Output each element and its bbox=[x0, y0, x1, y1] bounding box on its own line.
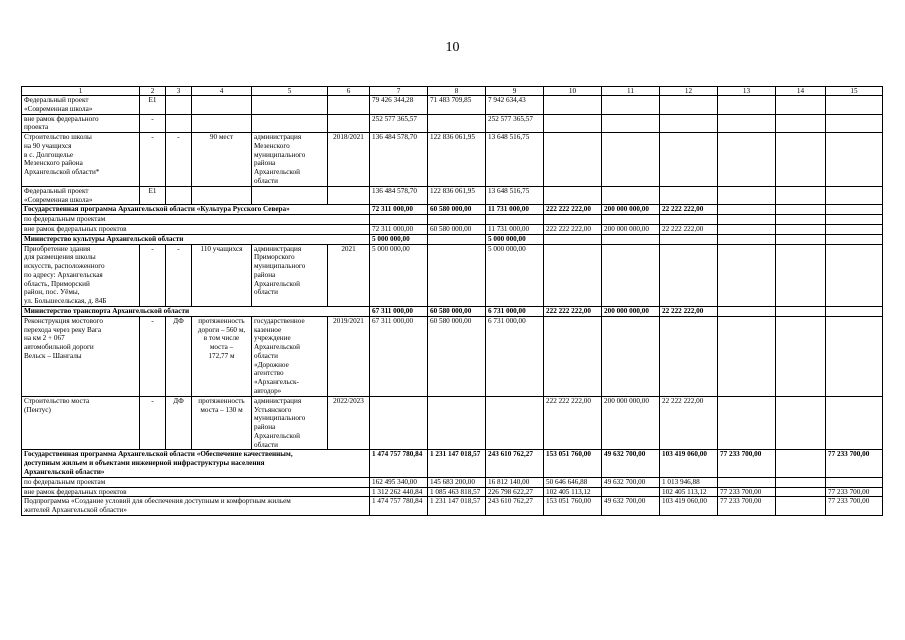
table-row bbox=[22, 487, 883, 497]
amount-cell: 122 836 061,95 bbox=[428, 133, 486, 187]
table-row bbox=[22, 205, 883, 215]
amount-cell bbox=[826, 205, 883, 215]
amount-cell bbox=[660, 186, 718, 205]
amount-cell: 13 648 516,75 bbox=[486, 133, 544, 187]
column-number: 14 bbox=[776, 87, 826, 96]
customer-cell: администрация Устьянского муниципального района Архангельской области bbox=[252, 396, 328, 450]
amount-cell: 222 222 222,00 bbox=[544, 396, 602, 450]
amount-cell: 162 495 340,00 bbox=[370, 477, 428, 487]
amount-cell: 49 632 700,00 bbox=[602, 450, 660, 477]
budget-table bbox=[21, 86, 883, 516]
code-cell: Е1 bbox=[140, 96, 166, 115]
code-cell: - bbox=[140, 114, 166, 133]
amount-cell: 103 419 060,00 bbox=[660, 450, 718, 477]
row-title: вне рамок федеральных проектов bbox=[22, 224, 370, 234]
amount-cell bbox=[544, 186, 602, 205]
row-title: по федеральным проектам bbox=[22, 477, 370, 487]
page-number: 10 bbox=[445, 40, 460, 55]
amount-cell: 6 731 000,00 bbox=[486, 306, 544, 316]
table-row bbox=[22, 186, 883, 205]
amount-cell bbox=[602, 316, 660, 396]
code-cell: ДФ bbox=[166, 316, 192, 396]
amount-cell: 5 000 000,00 bbox=[486, 244, 544, 306]
period-cell: 2021 bbox=[328, 244, 370, 306]
object-name-cell: Федеральный проект «Современная школа» bbox=[22, 186, 140, 205]
amount-cell bbox=[776, 114, 826, 133]
amount-cell bbox=[718, 215, 776, 225]
amount-cell: 49 632 700,00 bbox=[602, 477, 660, 487]
amount-cell bbox=[660, 114, 718, 133]
amount-cell bbox=[486, 215, 544, 225]
amount-cell: 153 051 760,00 bbox=[544, 450, 602, 477]
amount-cell: 1 085 463 818,57 bbox=[428, 487, 486, 497]
amount-cell bbox=[428, 396, 486, 450]
period-cell bbox=[328, 96, 370, 115]
amount-cell bbox=[826, 186, 883, 205]
amount-cell: 200 000 000,00 bbox=[602, 306, 660, 316]
amount-cell: 67 311 000,00 bbox=[370, 306, 428, 316]
amount-cell bbox=[602, 244, 660, 306]
amount-cell: 72 311 000,00 bbox=[370, 205, 428, 215]
amount-cell bbox=[602, 186, 660, 205]
code-cell bbox=[166, 96, 192, 115]
amount-cell: 6 731 000,00 bbox=[486, 316, 544, 396]
amount-cell: 226 798 622,27 bbox=[486, 487, 544, 497]
amount-cell: 77 233 700,00 bbox=[826, 497, 883, 516]
table-row bbox=[22, 133, 883, 187]
column-number: 3 bbox=[166, 87, 192, 96]
amount-cell bbox=[718, 224, 776, 234]
amount-cell: 243 610 762,27 bbox=[486, 497, 544, 516]
amount-cell bbox=[544, 234, 602, 244]
amount-cell bbox=[660, 244, 718, 306]
amount-cell bbox=[660, 133, 718, 187]
amount-cell bbox=[602, 234, 660, 244]
table-row bbox=[22, 244, 883, 306]
capacity-cell bbox=[192, 114, 252, 133]
customer-cell bbox=[252, 96, 328, 115]
code-cell: ДФ bbox=[166, 396, 192, 450]
object-name-cell: Строительство школы на 90 учащихся в с. Долгощелье Мезенского района Архангельской области* bbox=[22, 133, 140, 187]
amount-cell: 1 474 757 780,84 bbox=[370, 497, 428, 516]
amount-cell bbox=[776, 186, 826, 205]
amount-cell bbox=[602, 487, 660, 497]
row-title: Министерство культуры Архангельской области bbox=[22, 234, 370, 244]
column-number: 11 bbox=[602, 87, 660, 96]
amount-cell: 49 632 700,00 bbox=[602, 497, 660, 516]
amount-cell: 200 000 000,00 bbox=[602, 205, 660, 215]
amount-cell bbox=[544, 133, 602, 187]
amount-cell bbox=[428, 234, 486, 244]
amount-cell: 252 577 365,57 bbox=[370, 114, 428, 133]
amount-cell: 1 312 262 440,84 bbox=[370, 487, 428, 497]
amount-cell bbox=[826, 234, 883, 244]
amount-cell: 243 610 762,27 bbox=[486, 450, 544, 477]
column-number: 13 bbox=[718, 87, 776, 96]
object-name-cell: вне рамок федерального проекта bbox=[22, 114, 140, 133]
amount-cell bbox=[826, 477, 883, 487]
amount-cell bbox=[602, 133, 660, 187]
amount-cell: 71 483 709,85 bbox=[428, 96, 486, 115]
amount-cell: 22 222 222,00 bbox=[660, 396, 718, 450]
customer-cell: администрация Мезенского муниципального района Архангельской области bbox=[252, 133, 328, 187]
amount-cell bbox=[776, 133, 826, 187]
amount-cell: 5 000 000,00 bbox=[486, 234, 544, 244]
amount-cell: 50 646 646,88 bbox=[544, 477, 602, 487]
amount-cell: 60 580 000,00 bbox=[428, 316, 486, 396]
amount-cell: 222 222 222,00 bbox=[544, 205, 602, 215]
row-title: Министерство транспорта Архангельской области bbox=[22, 306, 370, 316]
object-name-cell: Строительство моста (Пентус) bbox=[22, 396, 140, 450]
amount-cell bbox=[718, 396, 776, 450]
amount-cell: 77 233 700,00 bbox=[826, 450, 883, 477]
amount-cell: 13 648 516,75 bbox=[486, 186, 544, 205]
row-title: Государственная программа Архангельской области «Обеспечение качественным, доступным жильем и объектами инженерной инфраструктуры населения Архангельской области» bbox=[22, 450, 370, 477]
code-cell: - bbox=[166, 133, 192, 187]
amount-cell bbox=[776, 96, 826, 115]
amount-cell: 5 000 000,00 bbox=[370, 234, 428, 244]
table-row bbox=[22, 234, 883, 244]
amount-cell bbox=[370, 215, 428, 225]
amount-cell: 60 580 000,00 bbox=[428, 306, 486, 316]
column-number: 10 bbox=[544, 87, 602, 96]
capacity-cell: протяженность дороги – 560 м, в том числе моста – 172,77 м bbox=[192, 316, 252, 396]
amount-cell: 22 222 222,00 bbox=[660, 205, 718, 215]
amount-cell bbox=[718, 96, 776, 115]
amount-cell: 22 222 222,00 bbox=[660, 224, 718, 234]
table-row bbox=[22, 96, 883, 115]
capacity-cell: 110 учащихся bbox=[192, 244, 252, 306]
period-cell: 2019/2021 bbox=[328, 316, 370, 396]
amount-cell bbox=[660, 215, 718, 225]
code-cell bbox=[166, 186, 192, 205]
amount-cell bbox=[776, 306, 826, 316]
code-cell: - bbox=[140, 133, 166, 187]
amount-cell bbox=[718, 205, 776, 215]
amount-cell bbox=[826, 306, 883, 316]
amount-cell: 7 942 634,43 bbox=[486, 96, 544, 115]
amount-cell: 145 683 200,00 bbox=[428, 477, 486, 487]
amount-cell: 102 405 113,12 bbox=[660, 487, 718, 497]
amount-cell bbox=[826, 96, 883, 115]
amount-cell bbox=[826, 133, 883, 187]
object-name-cell: Реконструкция мостового перехода через реку Вага на км 2 + 067 автомобильной дороги Вельск – Шангалы bbox=[22, 316, 140, 396]
capacity-cell: протяженность моста – 130 м bbox=[192, 396, 252, 450]
amount-cell bbox=[776, 215, 826, 225]
amount-cell bbox=[776, 487, 826, 497]
period-cell: 2022/2023 bbox=[328, 396, 370, 450]
amount-cell bbox=[776, 497, 826, 516]
amount-cell bbox=[718, 186, 776, 205]
column-number: 7 bbox=[370, 87, 428, 96]
object-name-cell: Приобретение здания для размещения школы искусств, расположенного по адресу: Архангельская область, Приморский район, пос. Уёмы, ул. Большесельская, д. 84Б bbox=[22, 244, 140, 306]
column-number: 5 bbox=[252, 87, 328, 96]
amount-cell: 136 484 578,70 bbox=[370, 133, 428, 187]
amount-cell bbox=[428, 215, 486, 225]
amount-cell bbox=[602, 96, 660, 115]
amount-cell: 102 405 113,12 bbox=[544, 487, 602, 497]
amount-cell: 22 222 222,00 bbox=[660, 306, 718, 316]
amount-cell bbox=[660, 234, 718, 244]
amount-cell: 153 051 760,00 bbox=[544, 497, 602, 516]
amount-cell: 77 233 700,00 bbox=[826, 487, 883, 497]
period-cell: 2018/2021 bbox=[328, 133, 370, 187]
amount-cell: 1 231 147 018,57 bbox=[428, 450, 486, 477]
amount-cell: 222 222 222,00 bbox=[544, 224, 602, 234]
column-number: 8 bbox=[428, 87, 486, 96]
amount-cell bbox=[776, 244, 826, 306]
amount-cell bbox=[776, 205, 826, 215]
amount-cell bbox=[428, 114, 486, 133]
table-row bbox=[22, 114, 883, 133]
amount-cell bbox=[602, 114, 660, 133]
amount-cell: 79 426 344,28 bbox=[370, 96, 428, 115]
amount-cell bbox=[602, 215, 660, 225]
amount-cell bbox=[776, 396, 826, 450]
amount-cell: 72 311 000,00 bbox=[370, 224, 428, 234]
customer-cell bbox=[252, 114, 328, 133]
amount-cell: 5 000 000,00 bbox=[370, 244, 428, 306]
amount-cell bbox=[544, 316, 602, 396]
amount-cell bbox=[718, 234, 776, 244]
amount-cell bbox=[776, 234, 826, 244]
amount-cell bbox=[776, 224, 826, 234]
amount-cell: 122 836 061,95 bbox=[428, 186, 486, 205]
amount-cell: 252 577 365,57 bbox=[486, 114, 544, 133]
customer-cell bbox=[252, 186, 328, 205]
amount-cell bbox=[718, 306, 776, 316]
column-number: 1 bbox=[22, 87, 140, 96]
amount-cell: 200 000 000,00 bbox=[602, 224, 660, 234]
table-header-row bbox=[22, 87, 883, 96]
amount-cell bbox=[718, 114, 776, 133]
capacity-cell bbox=[192, 96, 252, 115]
amount-cell bbox=[660, 316, 718, 396]
capacity-cell bbox=[192, 186, 252, 205]
customer-cell: администрация Приморского муниципального района Архангельской области bbox=[252, 244, 328, 306]
amount-cell: 1 013 946,88 bbox=[660, 477, 718, 487]
amount-cell: 11 731 000,00 bbox=[486, 205, 544, 215]
capacity-cell: 90 мест bbox=[192, 133, 252, 187]
amount-cell bbox=[428, 244, 486, 306]
code-cell bbox=[166, 114, 192, 133]
amount-cell: 77 233 700,00 bbox=[718, 450, 776, 477]
object-name-cell: Федеральный проект «Современная школа» bbox=[22, 96, 140, 115]
amount-cell: 1 474 757 780,84 bbox=[370, 450, 428, 477]
column-number: 9 bbox=[486, 87, 544, 96]
amount-cell bbox=[486, 396, 544, 450]
amount-cell bbox=[826, 316, 883, 396]
row-title: по федеральным проектам bbox=[22, 215, 370, 225]
column-number: 2 bbox=[140, 87, 166, 96]
period-cell bbox=[328, 186, 370, 205]
table-row bbox=[22, 306, 883, 316]
table-row bbox=[22, 215, 883, 225]
amount-cell bbox=[718, 477, 776, 487]
amount-cell: 60 580 000,00 bbox=[428, 224, 486, 234]
table-row bbox=[22, 497, 883, 516]
row-title: Подпрограмма «Создание условий для обеспечения доступным и комфортным жильем жителей Архангельской области» bbox=[22, 497, 370, 516]
amount-cell bbox=[826, 114, 883, 133]
amount-cell: 16 812 140,00 bbox=[486, 477, 544, 487]
table-row bbox=[22, 316, 883, 396]
amount-cell bbox=[826, 244, 883, 306]
amount-cell bbox=[544, 96, 602, 115]
amount-cell: 103 419 060,00 bbox=[660, 497, 718, 516]
amount-cell bbox=[718, 244, 776, 306]
code-cell: - bbox=[140, 396, 166, 450]
code-cell: - bbox=[140, 244, 166, 306]
column-number: 15 bbox=[826, 87, 883, 96]
amount-cell: 222 222 222,00 bbox=[544, 306, 602, 316]
amount-cell bbox=[718, 133, 776, 187]
amount-cell bbox=[544, 114, 602, 133]
code-cell: Е1 bbox=[140, 186, 166, 205]
row-title: вне рамок федеральных проектов bbox=[22, 487, 370, 497]
row-title: Государственная программа Архангельской области «Культура Русского Севера» bbox=[22, 205, 370, 215]
column-number: 4 bbox=[192, 87, 252, 96]
amount-cell: 77 233 700,00 bbox=[718, 497, 776, 516]
amount-cell bbox=[776, 450, 826, 477]
amount-cell: 136 484 578,70 bbox=[370, 186, 428, 205]
table-row bbox=[22, 477, 883, 487]
amount-cell bbox=[826, 396, 883, 450]
amount-cell: 11 731 000,00 bbox=[486, 224, 544, 234]
amount-cell: 77 233 700,00 bbox=[718, 487, 776, 497]
amount-cell bbox=[826, 215, 883, 225]
amount-cell bbox=[776, 477, 826, 487]
period-cell bbox=[328, 114, 370, 133]
amount-cell bbox=[370, 396, 428, 450]
amount-cell: 1 231 147 018,57 bbox=[428, 497, 486, 516]
table-row bbox=[22, 450, 883, 477]
column-number: 12 bbox=[660, 87, 718, 96]
amount-cell bbox=[718, 316, 776, 396]
table-row bbox=[22, 396, 883, 450]
amount-cell bbox=[776, 316, 826, 396]
amount-cell: 60 580 000,00 bbox=[428, 205, 486, 215]
amount-cell bbox=[544, 244, 602, 306]
code-cell: - bbox=[166, 244, 192, 306]
customer-cell: государственное казенное учреждение Архангельской области «Дорожное агентство «Архангельск- автодор» bbox=[252, 316, 328, 396]
amount-cell bbox=[544, 215, 602, 225]
amount-cell: 67 311 000,00 bbox=[370, 316, 428, 396]
code-cell: - bbox=[140, 316, 166, 396]
amount-cell bbox=[660, 96, 718, 115]
amount-cell: 200 000 000,00 bbox=[602, 396, 660, 450]
amount-cell bbox=[826, 224, 883, 234]
column-number: 6 bbox=[328, 87, 370, 96]
table-row bbox=[22, 224, 883, 234]
